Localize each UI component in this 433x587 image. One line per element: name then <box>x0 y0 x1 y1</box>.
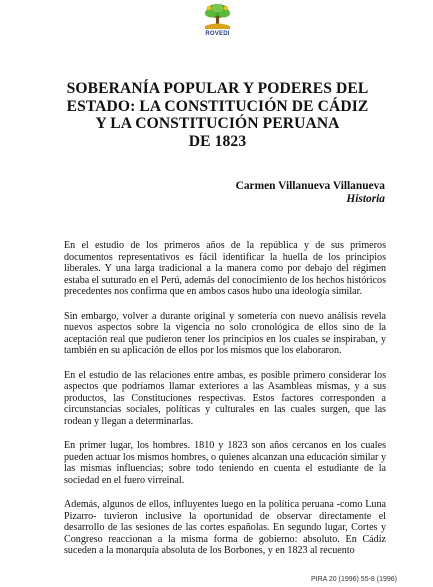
article-body <box>64 240 386 570</box>
author-department: Historia <box>346 193 385 205</box>
title-line: Y LA CONSTITUCIÓN PERUANA <box>95 115 340 133</box>
paragraph: Además, algunos de ellos, influyentes luego en la política peruana -como Luna Pizarro- tuvieron inclusive la oportunidad de observar directamente el desarrollo de las sesiones de las cortes españolas. En segundo lugar, Cortes y Congreso reaccionan a la misma forma de gobierno: absoluto. En Cádiz suceden a la monarquía absoluta de los Borbones, y en 1823 al recuento <box>64 499 386 557</box>
tree-logo-icon <box>201 2 234 30</box>
paragraph: En primer lugar, los hombres. 1810 y 1823 son años cercanos en los cuales pueden actuar los mismos hombres, o quienes alcanzan una educación similar y las mismas influencias; sobre todo teniendo en cuenta el estudiante de la sociedad en el fuero virreinal. <box>64 440 386 486</box>
page-footer-citation: PIRA 20 (1996) 55-8 (1996) <box>311 576 397 583</box>
publisher-logo <box>201 2 234 38</box>
paragraph: En el estudio de las relaciones entre ambas, es posible primero considerar los aspectos que podríamos llamar exteriores a las Asambleas mismas, y a sus productos, las Constituciones respectivas. Estos factores corresponden a circunstancias sociales, políticas y culturales en las cuales surgen, que las rodean y llegan a determinarlas. <box>64 369 386 427</box>
author-block <box>236 180 385 206</box>
logo-text: ROVEDI <box>205 31 230 37</box>
title-line: DE 1823 <box>188 132 247 150</box>
author-name: Carmen Villanueva Villanueva <box>235 180 385 192</box>
paragraph: Sin embargo, volver a durante original y sometería con nuevo análisis revela nuevos aspectos sobre la vigencia no solo cronológica de ellos sino de la aceptación real que pudieron tener los principios en los cuales se inspiraban, y también en su aplicación de ellos por los mismos que los elaboraron. <box>64 310 386 357</box>
title-line: SOBERANÍA POPULAR Y PODERES DEL <box>66 80 369 97</box>
title-line: ESTADO: LA CONSTITUCIÓN DE CÁDIZ <box>66 97 369 115</box>
article-title <box>40 80 395 150</box>
paragraph: En el estudio de los primeros años de la república y de sus primeros documentos representativos es fácil identificar la huella de los principios liberales. Y una larga tradicional a la manera como por debajo del régimen estaba el suturado en el Perú, además del conocimiento de los hechos históricos precedentes nos confirma que en ambos casos hubo una ideología similar. <box>64 240 386 298</box>
